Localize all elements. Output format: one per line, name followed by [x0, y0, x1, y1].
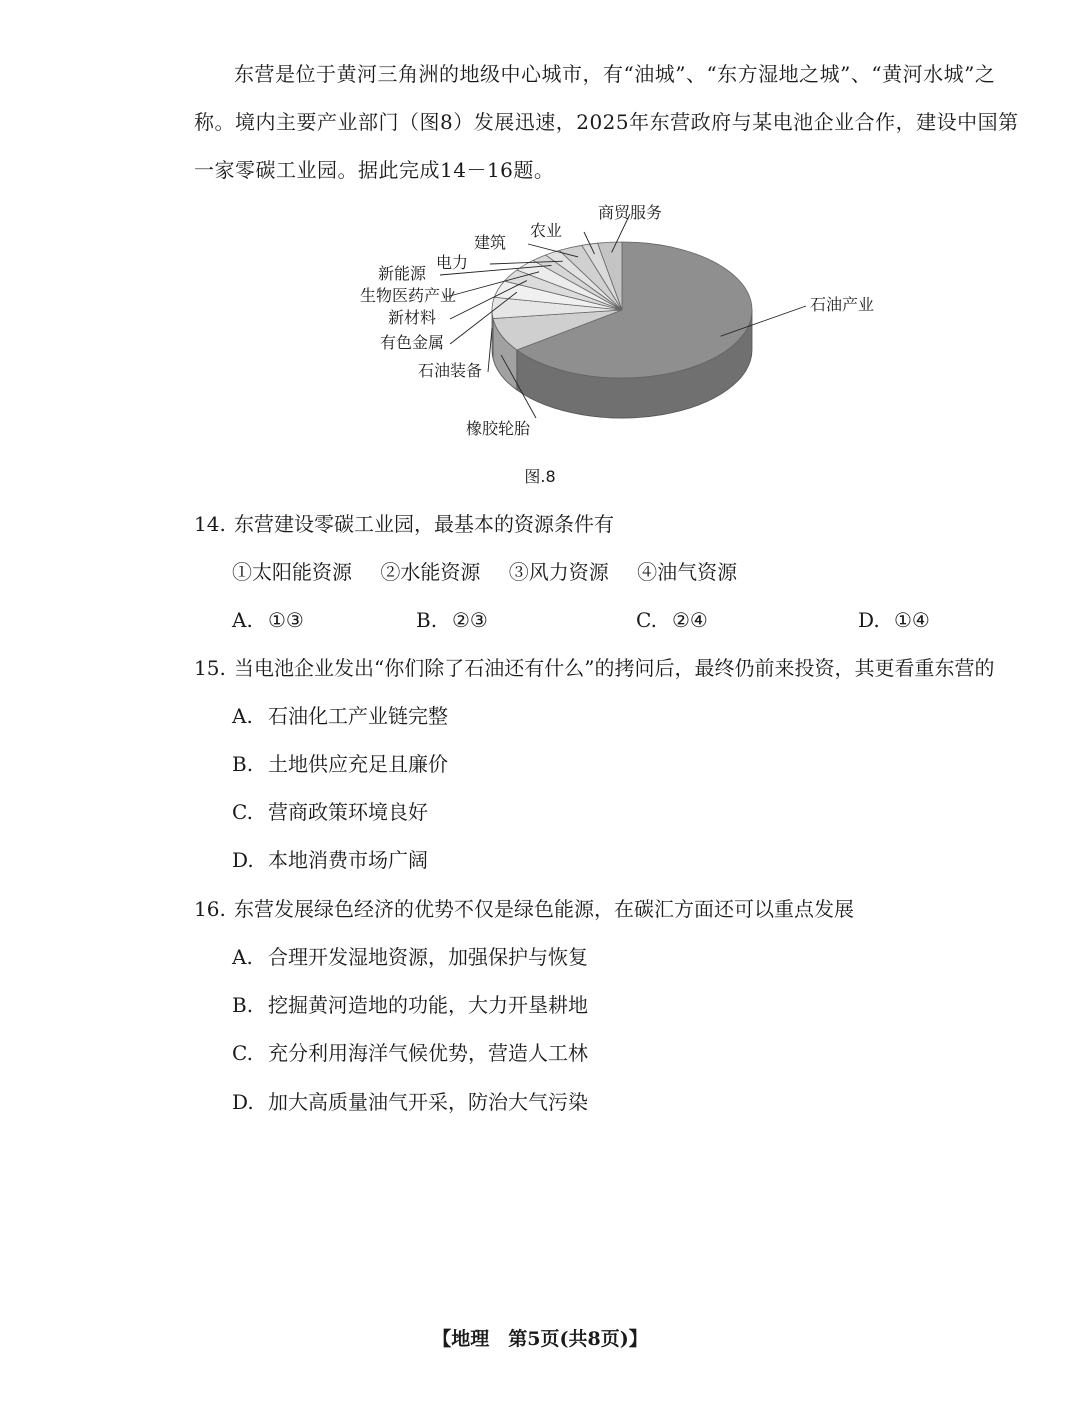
page-footer: 【地理 第5页(共8页)】 — [432, 1328, 648, 1350]
option-text: 土地供应充足且廉价 — [268, 752, 448, 776]
slice-label-2: 石油装备 — [417, 361, 483, 380]
slice-label-8: 建筑 — [473, 233, 507, 252]
option-letter: D. — [232, 1090, 254, 1114]
slice-label-10: 商贸服务 — [597, 203, 663, 222]
option-16a[interactable] — [232, 943, 588, 971]
option-15b[interactable] — [232, 750, 448, 778]
leader-line-2 — [488, 328, 492, 372]
option-14d[interactable] — [858, 606, 930, 634]
option-text: 本地消费市场广阔 — [268, 848, 428, 872]
question-text: 东营发展绿色经济的优势不仅是绿色能源，在碳汇方面还可以重点发展 — [234, 897, 854, 921]
option-14a[interactable] — [232, 606, 304, 634]
figure-caption: 图.8 — [524, 467, 556, 486]
resource-item: ①太阳能资源 — [232, 560, 352, 584]
option-15c[interactable] — [232, 798, 428, 826]
option-letter: A. — [232, 608, 253, 632]
question-14-items — [232, 558, 759, 586]
option-letter: C. — [636, 608, 657, 632]
resource-item: ②水能资源 — [380, 560, 481, 584]
option-letter: B. — [232, 752, 254, 776]
option-letter: C. — [232, 1041, 253, 1065]
question-number: 16. — [194, 897, 226, 921]
option-letter: A. — [232, 945, 253, 969]
intro-paragraph: 东营是位于黄河三角洲的地级中心城市，有“油城”、“东方湿地之城”、“黄河水城”之称。境内主要产业部门（图8）发展迅速，2025年东营政府与某电池企业合作，建设中国第一家零碳工业园。据此完成14－16题。 — [194, 62, 1019, 182]
option-14c[interactable] — [636, 606, 708, 634]
option-15a[interactable] — [232, 702, 448, 730]
option-letter: A. — [232, 704, 253, 728]
option-15d[interactable] — [232, 846, 428, 874]
slice-label-6: 新能源 — [377, 264, 427, 283]
question-text: 当电池企业发出“你们除了石油还有什么”的拷问后，最终仍前来投资，其更看重东营的 — [234, 656, 995, 680]
industry-pie-chart — [330, 192, 890, 452]
question-16 — [194, 895, 854, 923]
option-16c[interactable] — [232, 1039, 588, 1067]
slice-label-0: 石油产业 — [810, 295, 875, 314]
option-text: ②④ — [672, 608, 708, 632]
question-text: 东营建设零碳工业园，最基本的资源条件有 — [234, 512, 614, 536]
option-letter: B. — [416, 608, 438, 632]
option-14b[interactable] — [416, 606, 488, 634]
option-letter: C. — [232, 800, 253, 824]
question-number: 15. — [194, 656, 226, 680]
option-letter: B. — [232, 993, 254, 1017]
option-text: 营商政策环境良好 — [268, 800, 428, 824]
option-letter: D. — [232, 848, 254, 872]
slice-label-3: 有色金属 — [379, 333, 445, 352]
slice-label-4: 新材料 — [387, 308, 437, 327]
slice-label-7: 电力 — [435, 253, 469, 272]
option-text: 石油化工产业链完整 — [268, 704, 448, 728]
resource-item: ③风力资源 — [508, 560, 609, 584]
question-number: 14. — [194, 512, 226, 536]
pie-svg — [330, 192, 890, 452]
option-16d[interactable] — [232, 1088, 588, 1116]
option-text: 挖掘黄河造地的功能，大力开垦耕地 — [268, 993, 588, 1017]
question-14 — [194, 510, 614, 538]
option-text: 合理开发湿地资源，加强保护与恢复 — [268, 945, 588, 969]
option-text: ①④ — [894, 608, 930, 632]
option-16b[interactable] — [232, 991, 588, 1019]
option-text: 充分利用海洋气候优势，营造人工林 — [268, 1041, 588, 1065]
slice-label-1: 橡胶轮胎 — [465, 419, 531, 438]
option-text: ①③ — [268, 608, 304, 632]
slice-label-9: 农业 — [529, 221, 563, 240]
option-letter: D. — [858, 608, 880, 632]
resource-item: ④油气资源 — [637, 560, 738, 584]
option-text: ②③ — [452, 608, 488, 632]
slice-label-5: 生物医药产业 — [359, 286, 457, 305]
option-text: 加大高质量油气开采，防治大气污染 — [268, 1090, 588, 1114]
question-15 — [194, 654, 994, 682]
